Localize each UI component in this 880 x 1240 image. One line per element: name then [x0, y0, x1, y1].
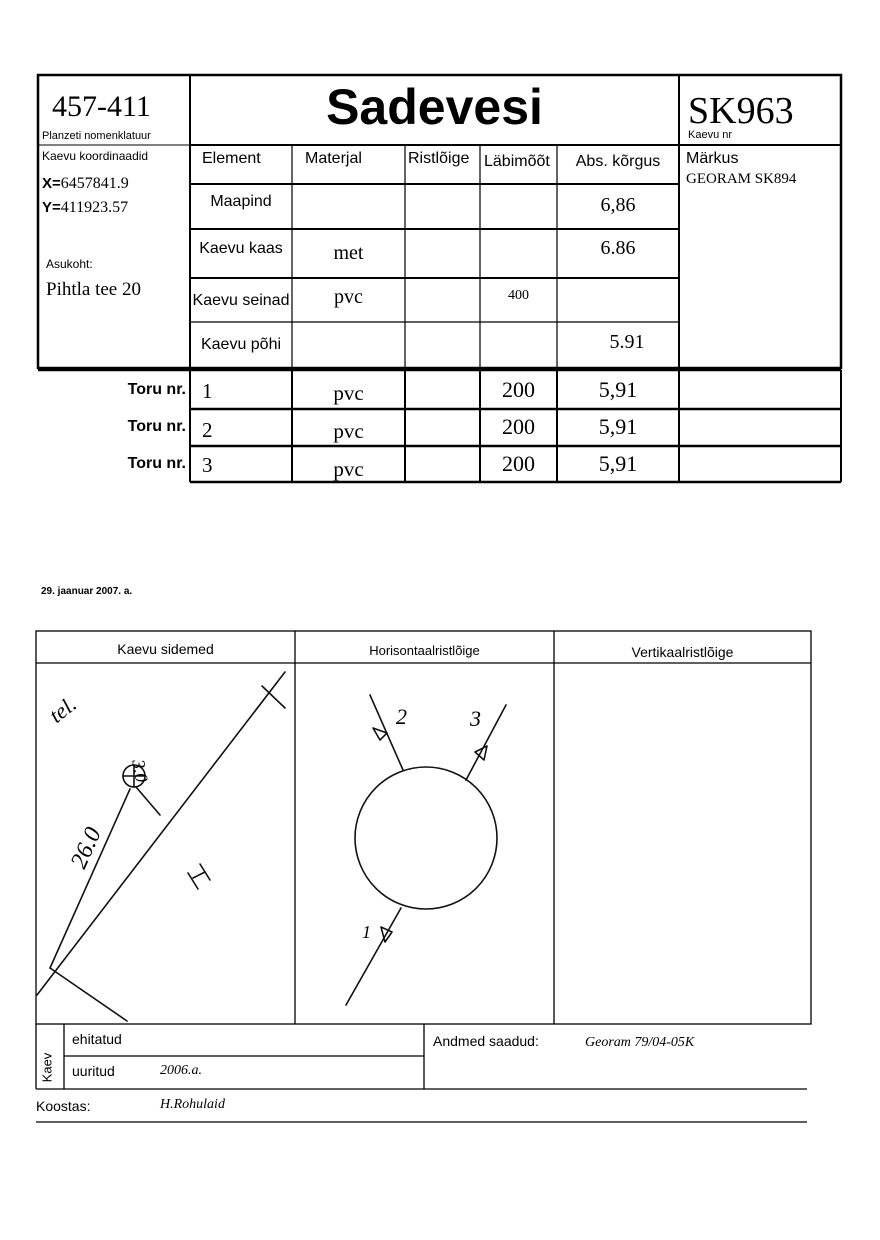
coordinate-x	[42, 175, 129, 193]
header-material: Materjal	[305, 150, 362, 167]
handwritten-tel-note: tel.	[44, 691, 82, 728]
location-label: Asukoht:	[46, 257, 93, 271]
well-side-label: Kaev	[39, 1052, 55, 1083]
location-value: Pihtla tee 20	[46, 279, 141, 300]
page-title: Sadevesi	[326, 79, 543, 135]
nomenclature-value: 457-411	[52, 90, 151, 123]
row-element: Maapind	[210, 193, 272, 210]
sketch-horizontal-header: Horisontaalristlõige	[369, 643, 480, 658]
pipe-number: 1	[202, 379, 213, 403]
pipe-abs-height: 5,91	[598, 377, 638, 402]
coordinate-x-value: 6457841.9	[60, 175, 129, 192]
coordinates-label: Kaevu koordinaadid	[42, 149, 149, 163]
surveyed-value: 2006.a.	[160, 1063, 202, 1078]
sketch-vertical-header: Vertikaalristlõige	[631, 644, 734, 660]
row-abs-height: 5.91	[609, 331, 645, 353]
data-source-label: Andmed saadud:	[433, 1033, 539, 1049]
pipe-material: pvc	[333, 381, 364, 405]
author-label: Koostas:	[36, 1098, 91, 1114]
built-label: ehitatud	[72, 1031, 122, 1047]
row-material: met	[333, 242, 364, 264]
sketch-ties-header: Kaevu sidemed	[117, 641, 214, 657]
row-abs-height: 6.86	[600, 237, 636, 259]
well-number-value: SK963	[688, 90, 794, 132]
pipe-label: Toru nr.	[127, 418, 186, 435]
pipe-abs-height: 5,91	[598, 451, 638, 476]
header-diameter: Läbimõõt	[484, 153, 550, 170]
document-date: 29. jaanuar 2007. a.	[41, 586, 133, 597]
surveyed-label: uuritud	[72, 1063, 115, 1079]
row-abs-height: 6,86	[600, 194, 636, 216]
pipe-material: pvc	[333, 457, 364, 481]
coordinate-y-label: Y=	[42, 199, 61, 216]
pipe-label: Toru nr.	[127, 381, 186, 398]
sketch-horizontal-drawing	[346, 695, 506, 1005]
handwritten-distance-3: 3.0	[128, 758, 152, 784]
pipe-diameter: 200	[502, 377, 535, 402]
pipe-number: 3	[202, 453, 213, 477]
row-element: Kaevu seinad	[192, 292, 290, 309]
row-diameter: 400	[508, 288, 529, 303]
coordinate-y	[42, 199, 128, 217]
remark-value: GEORAM SK894	[686, 171, 797, 187]
header-abs-height: Abs. kõrgus	[575, 153, 661, 170]
row-material: pvc	[334, 286, 363, 308]
pipe-diameter: 200	[502, 451, 535, 476]
well-number-label: Kaevu nr	[688, 129, 733, 141]
handwritten-distance-26: 26.0	[66, 823, 107, 873]
pipe-material: pvc	[333, 419, 364, 443]
row-element: Kaevu kaas	[199, 240, 283, 257]
pipe-diameter: 200	[502, 414, 535, 439]
row-element: Kaevu põhi	[200, 336, 282, 353]
coordinate-x-label: X=	[42, 175, 61, 192]
pipe-label: Toru nr.	[127, 455, 186, 472]
nomenclature-label: Planzeti nomenklatuur	[42, 130, 151, 142]
handwritten-pipe-1: 1	[362, 922, 371, 942]
header-element: Element	[202, 150, 261, 167]
pipe-abs-height: 5,91	[598, 414, 638, 439]
pipe-number: 2	[202, 418, 213, 442]
coordinate-y-value: 411923.57	[60, 199, 129, 216]
handwritten-pipe-3: 3	[470, 706, 481, 731]
remark-label: Märkus	[686, 150, 739, 167]
author-value: H.Rohulaid	[160, 1097, 225, 1112]
handwritten-pipe-2: 2	[396, 704, 407, 729]
data-source-value: Georam 79/04-05K	[585, 1035, 695, 1050]
header-cross-section: Ristlõige	[408, 150, 470, 167]
